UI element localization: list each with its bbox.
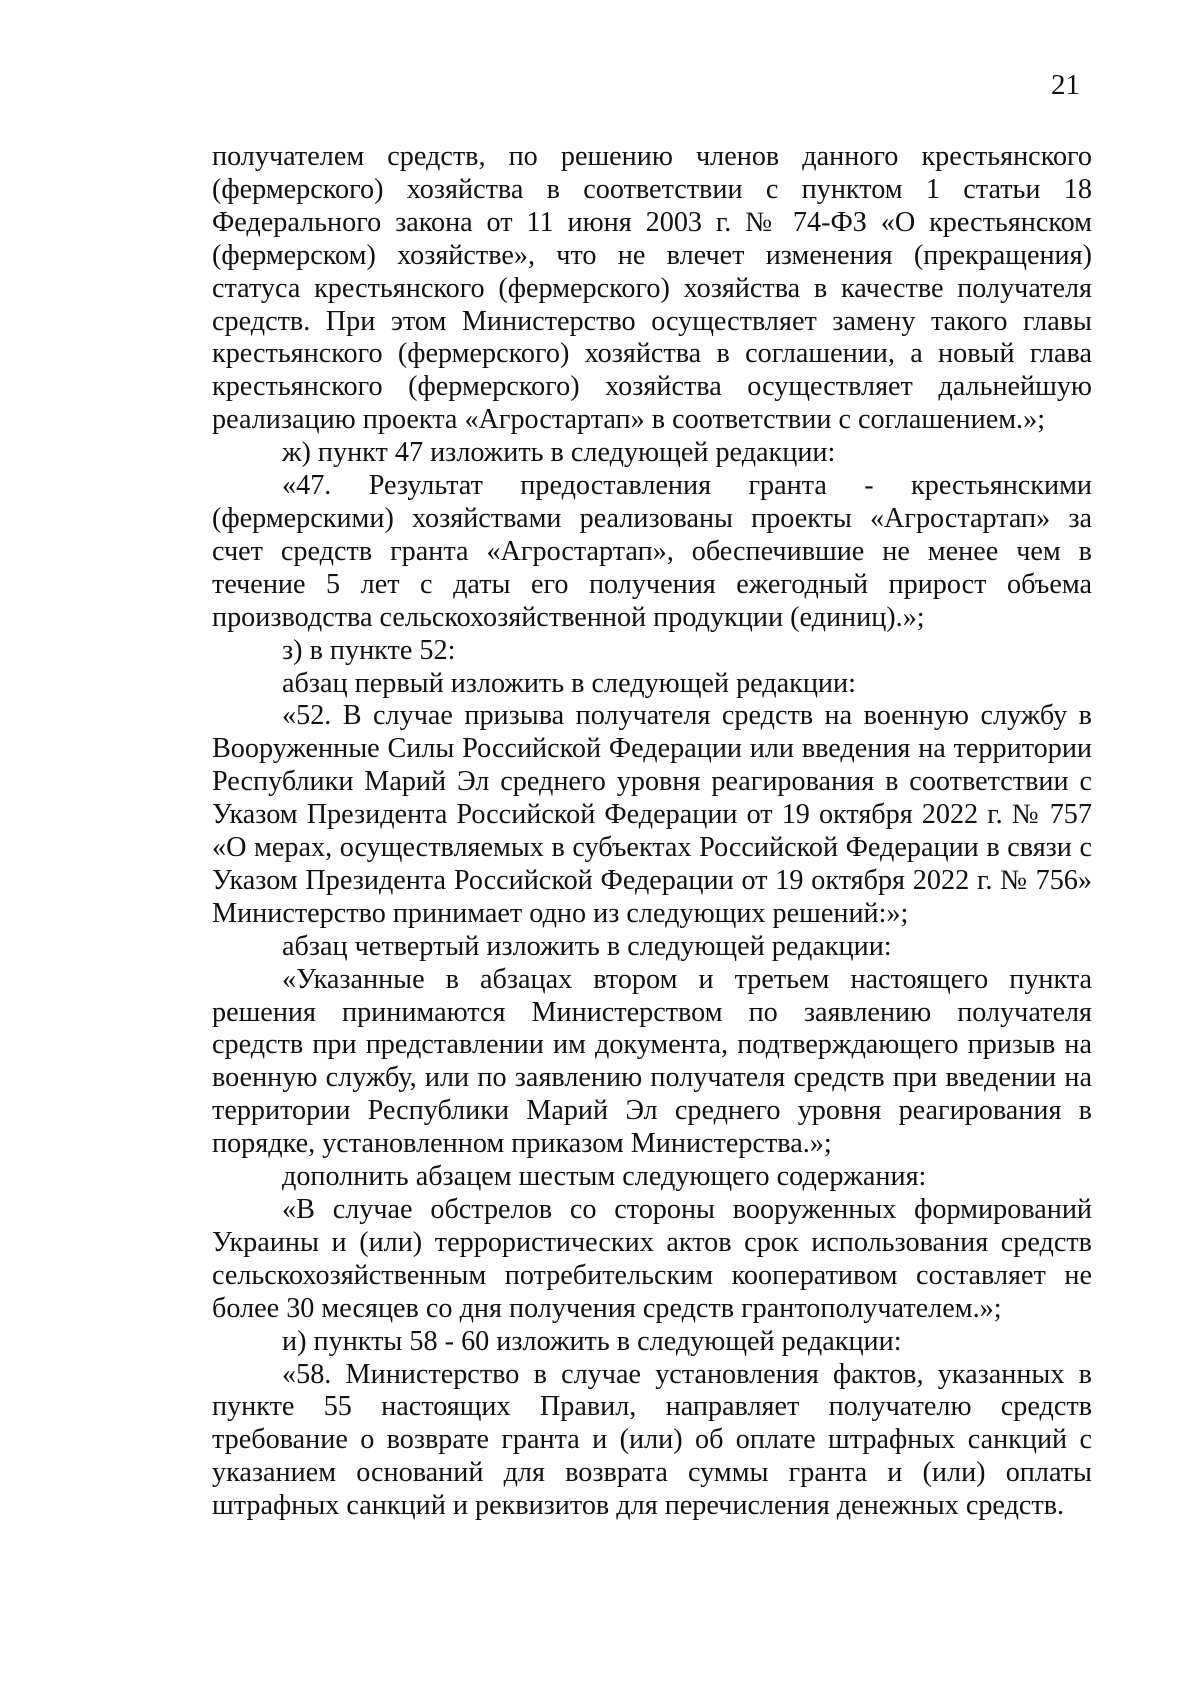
paragraph-first-abzac: абзац первый изложить в следующей редакции: [282, 667, 856, 699]
paragraph-continuation: получателем средств, по решению членов данного крестьянского (фермерского) хозяйства в соответствии с пунктом 1 статьи 18 Федерального закона от 11 июня 2003 г. № 74-ФЗ «О крестьянском (фермерском) хозяйстве», что не влечет изменения (прекращения) статуса крестьянского (фермерского) хозяйства в качестве получателя средств. При этом Министерство осуществляет замену такого главы крестьянского (фермерского) хозяйства в соглашении, а новый глава крестьянского (фермерского) хозяйства осуществляет дальнейшую реализацию проекта «Агростартап» в соответствии с соглашением.»; [212, 141, 1092, 436]
paragraph-clause-58: «58. Министерство в случае установления фактов, указанных в пункте 55 настоящих Правил, направляет получателю средств требование о возврате гранта и (или) об оплате штрафных санкций с указанием оснований для возврата суммы гранта и (или) оплаты штрафных санкций и реквизитов для перечисления денежных средств. [212, 1358, 1092, 1522]
paragraph-item-i: и) пункты 58 - 60 изложить в следующей редакции: [282, 1325, 902, 1357]
paragraph-clause-47: «47. Результат предоставления гранта - крестьянскими (фермерскими) хозяйствами реализованы проекты «Агростартап» за счет средств гранта «Агростартап», обеспечившие не менее чем в течение 5 лет с даты его получения ежегодный прирост объема производства сельскохозяйственной продукции (единиц).»; [212, 470, 1092, 633]
paragraph-fourth-abzac: абзац четвертый изложить в следующей редакции: [282, 930, 892, 962]
paragraph-item-zh: ж) пункт 47 изложить в следующей редакции: [282, 437, 836, 469]
paragraph-clause-52: «52. В случае призыва получателя средств на военную службу в Вооруженные Силы Российской Федерации или введения на территории Республики Марий Эл среднего уровня реагирования в соответствии с Указом Президента Российской Федерации от 19 октября 2022 г. № 757 «О мерах, осуществляемых в субъектах Российской Федерации в связи с Указом Президента Российской Федерации от 19 октября 2022 г. № 756» Министерство принимает одно из следующих решений:»; [212, 700, 1092, 929]
paragraph-item-z: з) в пункте 52: [282, 634, 456, 666]
paragraph-sixth-abzac: дополнить абзацем шестым следующего содержания: [282, 1161, 927, 1193]
page-number: 21 [1051, 69, 1080, 101]
paragraph-shelling: «В случае обстрелов со стороны вооруженных формирований Украины и (или) террористических актов срок использования средств сельскохозяйственным потребительским кооперативом составляет не более 30 месяцев со дня получения средств грантополучателем.»; [212, 1194, 1092, 1324]
paragraph-decisions: «Указанные в абзацах втором и третьем настоящего пункта решения принимаются Министерством по заявлению получателя средств при представлении им документа, подтверждающего призыв на военную службу, или по заявлению получателя средств при введении на территории Республики Марий Эл среднего уровня реагирования в порядке, установленном приказом Министерства.»; [212, 963, 1092, 1160]
document-body [212, 141, 1092, 1523]
